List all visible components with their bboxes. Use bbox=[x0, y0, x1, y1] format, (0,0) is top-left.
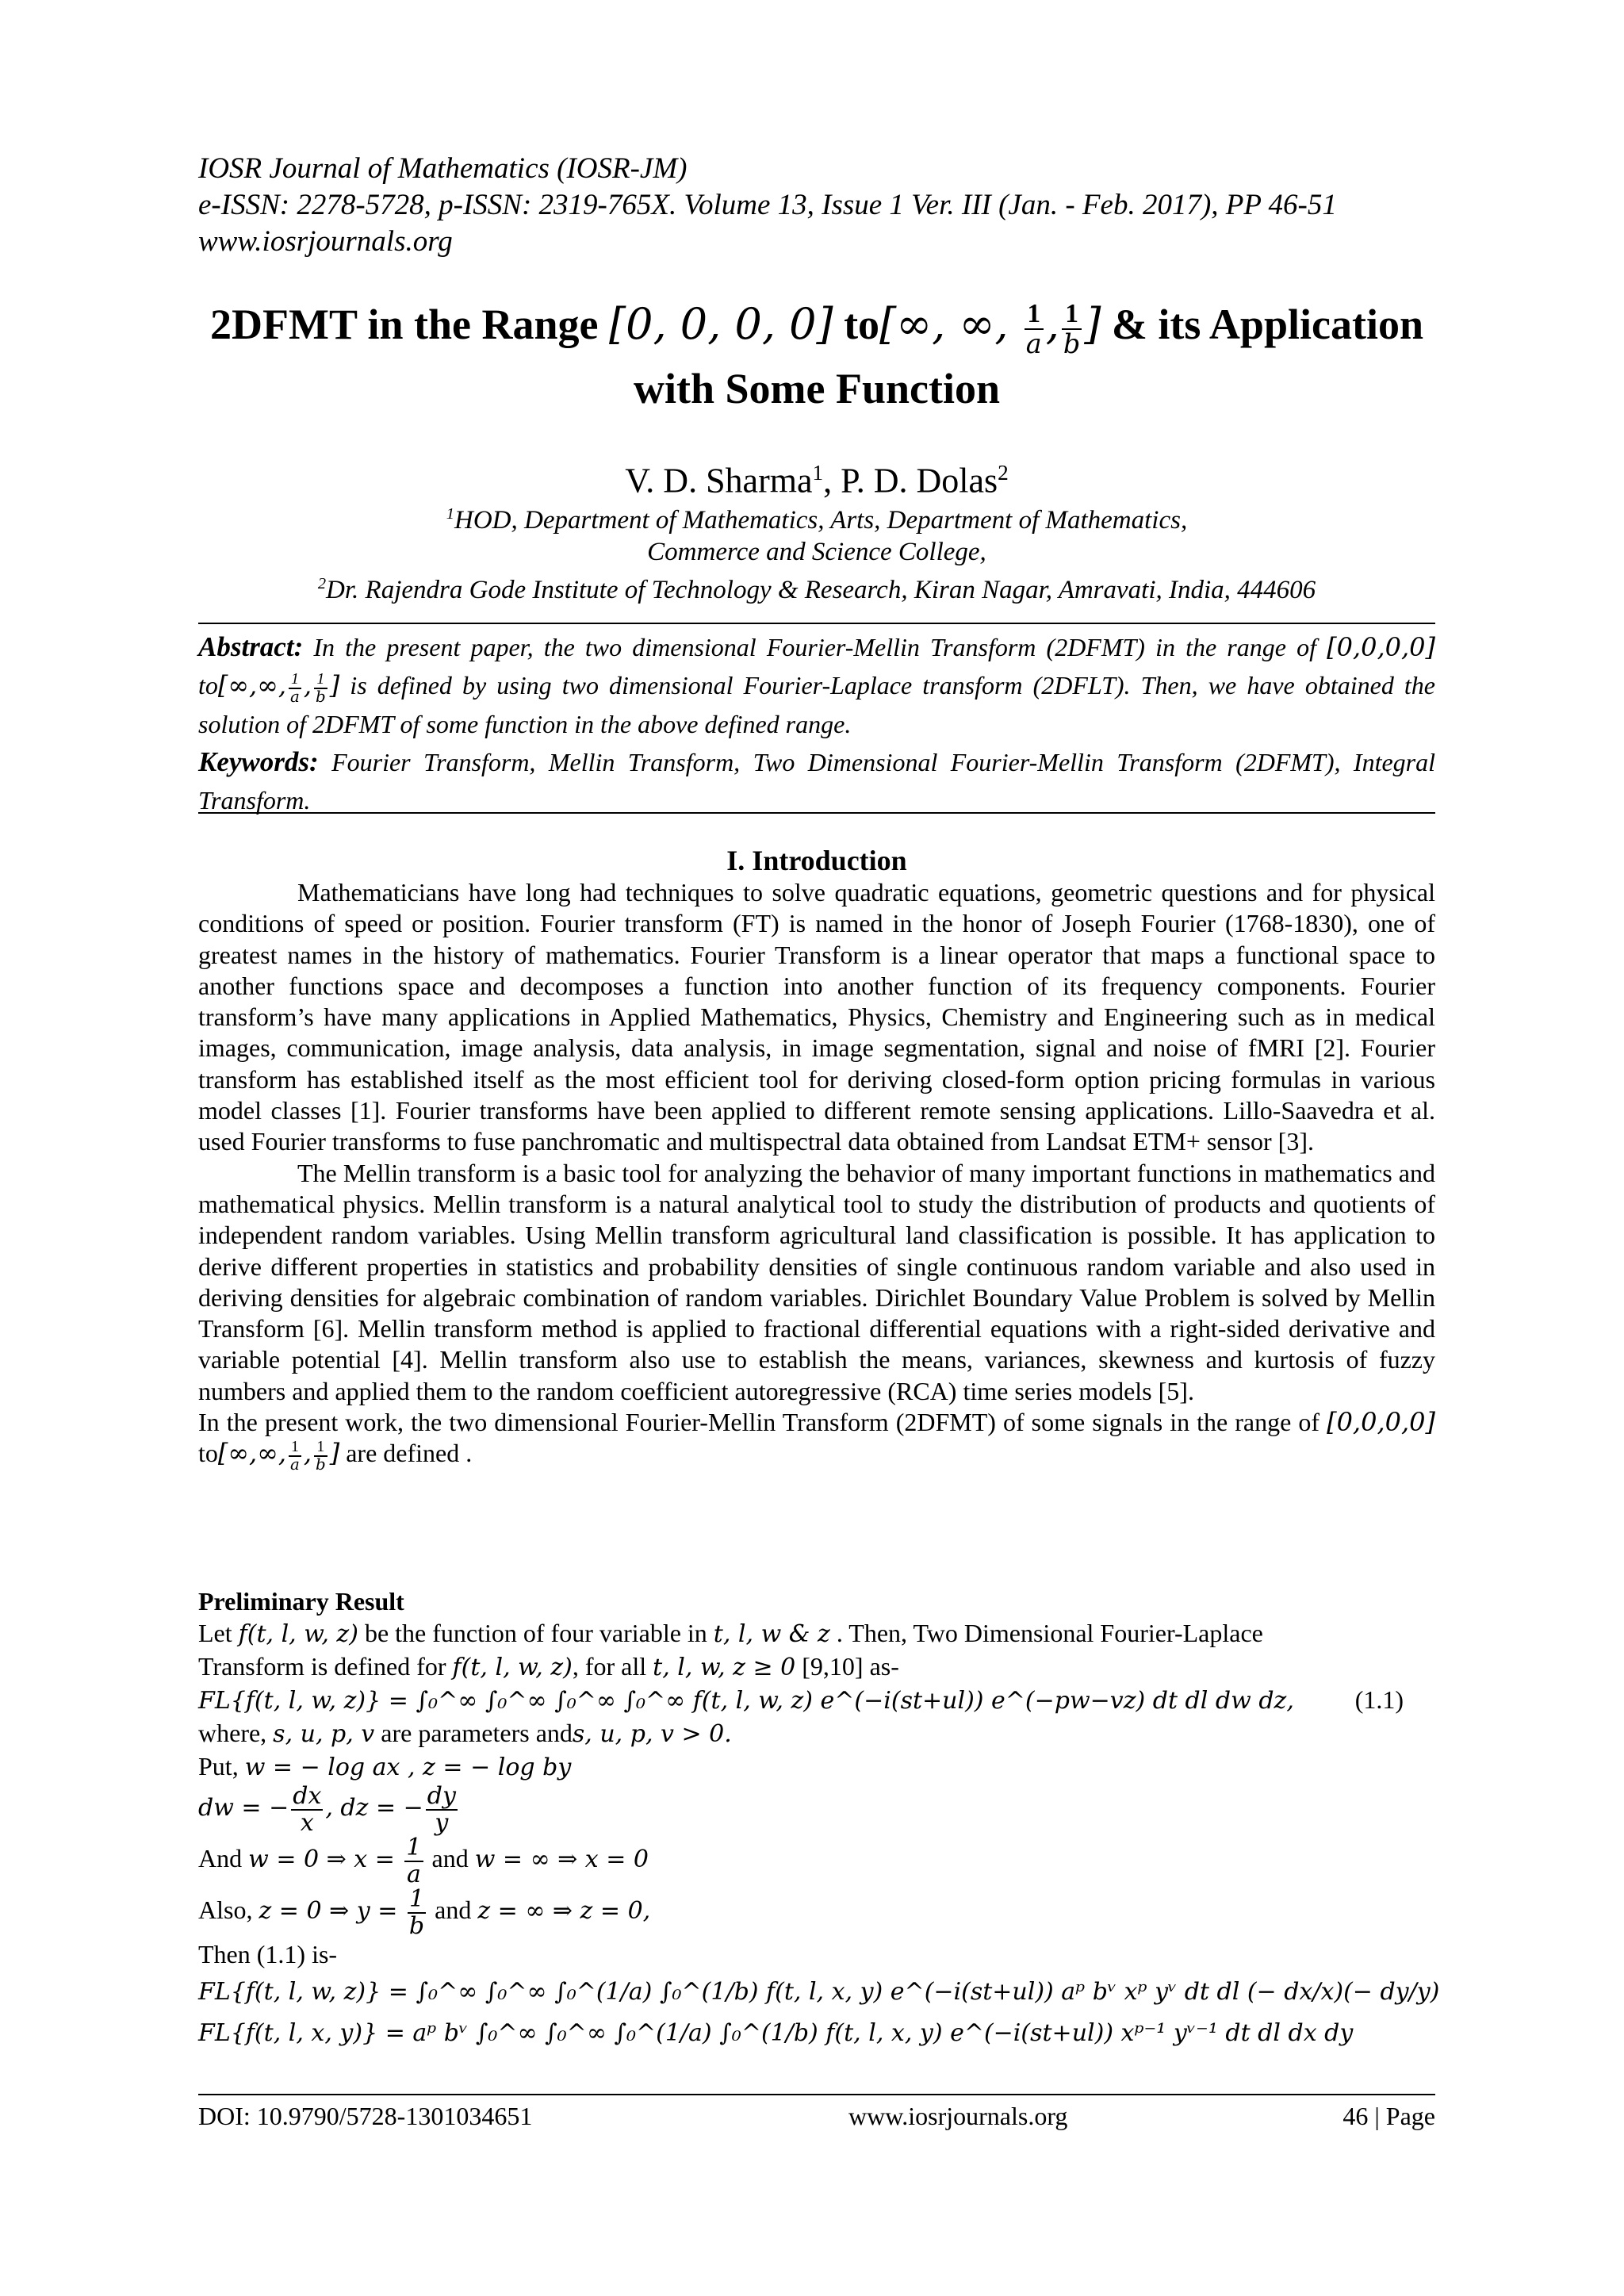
section-heading-introduction: I. Introduction bbox=[726, 845, 907, 876]
abstract-bottom-rule bbox=[198, 812, 1435, 814]
equation-3: FL{f(t, l, x, y)} = aᵖ bᵛ ∫₀^∞ ∫₀^∞ ∫₀^(1/a) ∫₀^(1/b) f(t, l, x, y) e^(−i(st+ul)) xᵖ⁻¹ yᵛ⁻¹ dt dl dx dy bbox=[198, 2019, 1354, 2047]
title-line-1: 2DFMT in the Range [0, 0, 0, 0] to[∞, ∞, $\frac{1}{a}$ , $\frac{1}{b}$ ] & its Application bbox=[210, 299, 1423, 359]
prelim-line-7: Also, z = 0 ⇒ y = $\frac{1}{b}$ and z = ∞ ⇒ z = 0, bbox=[198, 1885, 651, 1940]
abstract-text: Abstract: In the present paper, the two dimensional Fourier-Mellin Transform (2DFMT) in the range of [0,0,0,0] to[∞,∞, $\frac{1}{a}$ , $\frac{1}{b}$ ] is defined by using two dimensional Fourier-Laplace transform (2DFLT). Then, we have obtained the solution of 2DFMT of some function in the above defined range. bbox=[198, 631, 1435, 739]
footer-website[interactable]: www.iosrjournals.org bbox=[848, 2102, 1068, 2130]
preliminary-heading: Preliminary Result bbox=[198, 1587, 404, 1616]
prelim-line-2: Transform is defined for f(t, l, w, z), for all t, l, w, z ≥ 0 [9,10] as- bbox=[198, 1652, 899, 1681]
journal-website[interactable]: www.iosrjournals.org bbox=[198, 225, 453, 258]
prelim-line-8: Then (1.1) is- bbox=[198, 1940, 338, 1968]
journal-header bbox=[198, 151, 1435, 260]
equation-1-1: FL{f(t, l, w, z)} = ∫₀^∞ ∫₀^∞ ∫₀^∞ ∫₀^∞ f(t, l, w, z) e^(−i(st+ul)) e^(−pw−vz) dt dl dw dz, (1.1) bbox=[198, 1685, 1404, 1715]
introduction-body bbox=[198, 877, 1435, 1474]
keywords: Keywords: Fourier Transform, Mellin Transform, Two Dimensional Fourier-Mellin Transform (2DFMT), Integral Transform. bbox=[198, 746, 1435, 815]
fraction-1-over-a: $\frac{1}{a}$ bbox=[1025, 299, 1042, 359]
preliminary-result bbox=[198, 1585, 1440, 2049]
prelim-line-3: where, s, u, p, v are parameters ands, u, p, v > 0. bbox=[198, 1719, 732, 1748]
prelim-line-6: And w = 0 ⇒ x = $\frac{1}{a}$ and w = ∞ ⇒ x = 0 bbox=[198, 1834, 649, 1888]
authors: V. D. Sharma$^1$, P. D. Dolas$^2$ bbox=[625, 461, 1009, 500]
prelim-line-4: Put, w = − log ax , z = − log by bbox=[198, 1752, 572, 1781]
prelim-line-5: dw = − $\frac{dx}{x}$ , dz = − $\frac{dy}{y}$ bbox=[198, 1782, 456, 1837]
intro-paragraph-3: In the present work, the two dimensional Fourier-Mellin Transform (2DFMT) of some signals in the range of [0,0,0,0] to[∞,∞, $\frac{1}{a}$ , $\frac{1}{b}$ ] are defined . bbox=[198, 1407, 1435, 1474]
abstract-top-rule bbox=[198, 623, 1435, 624]
title-line-2: with Some Function bbox=[633, 364, 1001, 412]
fraction-1-over-b: $\frac{1}{b}$ bbox=[1063, 299, 1081, 359]
intro-paragraph-1: Mathematicians have long had techniques to solve quadratic equations, geometric questions and for physical conditions of speed or position. Fourier transform (FT) is named in the honor of Joseph Fourier (1768-1830), one of greatest names in the history of mathematics. Fourier Transform is a linear operator that maps a functional space to another functions space and decomposes a function into another function of its frequency components. Fourier transform’s have many applications in Applied Mathematics, Physics, Chemistry and Engineering such as in medical images, communication, image analysis, data analysis, in image segmentation, signal and noise of fMRI [2]. Fourier transform has established itself as the most efficient tool for deriving closed-form option pricing formulas in various model classes [1]. Fourier transforms have been applied to different remote sensing applications. Lillo-Saavedra et al. used Fourier transforms to fuse panchromatic and multispectral data obtained from Landsat ETM+ sensor [3]. bbox=[198, 878, 1435, 1156]
intro-paragraph-2: The Mellin transform is a basic tool for analyzing the behavior of many important functions in mathematics and mathematical physics. Mellin transform is a natural analytical tool to study the distribution of products and quotients of independent random variables. Using Mellin transform agricultural land classification is possible. It has application to derive different properties in statistics and probability densities of single continuous random variable and also used in deriving densities for algebraic combination of random variables. Dirichlet Boundary Value Problem is solved by Mellin Transform [6]. Mellin transform method is applied to fractional differential equations with a right-sided derivative and variable potential [4]. Mellin transform also use to establish the means, variances, skewness and kurtosis of fuzzy numbers and applied them to the random coefficient autoregressive (RCA) time series models [5]. bbox=[198, 1158, 1435, 1405]
footer-rule bbox=[198, 2094, 1435, 2095]
footer-doi: DOI: 10.9790/5728-1301034651 bbox=[198, 2102, 533, 2130]
affiliations: $^1$HOD, Department of Mathematics, Arts, Department of Mathematics, Commerce and Science College, $^2$Dr. Rajendra Gode Institute of Technology & Research, Kiran Nagar, Amravati, India, 444606 bbox=[317, 505, 1316, 604]
prelim-line-1: Let f(t, l, w, z) be the function of four variable in t, l, w & z . Then, Two Dimensional Fourier-Laplace bbox=[198, 1619, 1263, 1648]
footer-page-number: 46 | Page bbox=[1342, 2102, 1435, 2130]
issn-line: e-ISSN: 2278-5728, p-ISSN: 2319-765X. Volume 13, Issue 1 Ver. III (Jan. - Feb. 2017), PP 46-51 bbox=[198, 189, 1337, 221]
abstract bbox=[198, 628, 1435, 819]
journal-name: IOSR Journal of Mathematics (IOSR-JM) bbox=[198, 152, 688, 185]
equation-2: FL{f(t, l, w, z)} = ∫₀^∞ ∫₀^∞ ∫₀^(1/a) ∫₀^(1/b) f(t, l, x, y) e^(−i(st+ul)) aᵖ bᵛ xᵖ yᵛ dt dl (− dx/x)(− dy/y) bbox=[198, 1978, 1440, 2006]
paper-title bbox=[198, 293, 1435, 420]
